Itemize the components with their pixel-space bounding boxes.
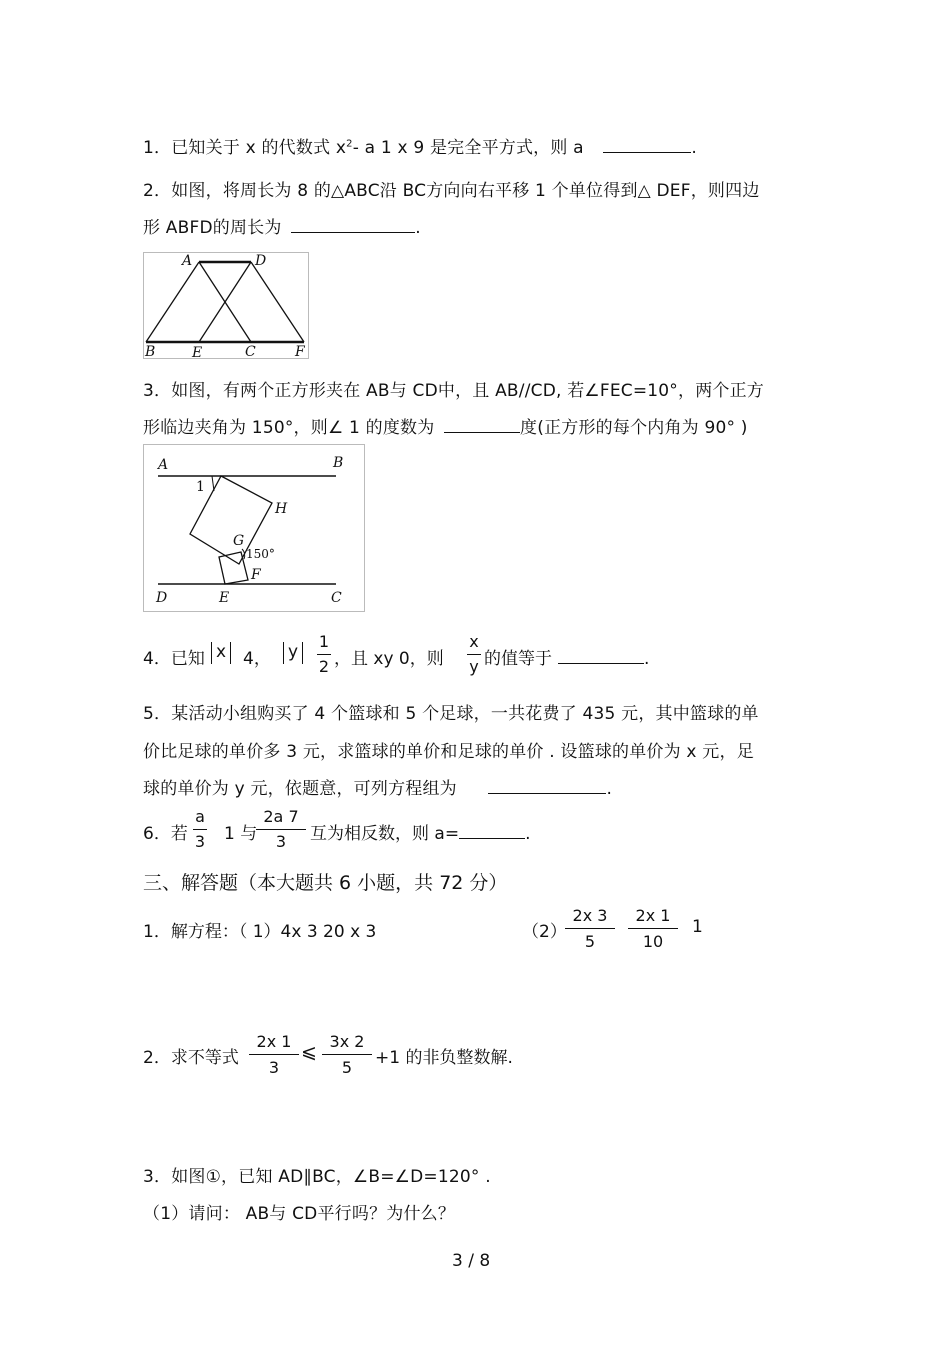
label-d: D bbox=[156, 590, 168, 606]
q3-line1: 如图，有两个正方形夹在 AB与 CD中，且 AB//CD, 若∠FEC=10°，两个正方 bbox=[171, 381, 765, 401]
p3-line1: 如图①，已知 AD∥BC，∠B=∠D=120° . bbox=[171, 1167, 491, 1187]
question-2-line2 bbox=[143, 213, 421, 238]
answer-blank bbox=[291, 231, 415, 233]
segment-df bbox=[251, 262, 304, 342]
frac-3x2-5-num: 3x 2 bbox=[329, 1032, 365, 1051]
q5-line2: 价比足球的单价多 3 元，求篮球的单价和足球的单价 . 设篮球的单价为 x 元，足 bbox=[143, 742, 754, 762]
abs-y-value: y bbox=[288, 642, 299, 662]
p1-rhs: 1 bbox=[692, 917, 703, 937]
section-heading: 三、解答题（本大题共 6 小题，共 72 分） bbox=[143, 872, 508, 894]
q4-text-c bbox=[484, 644, 649, 669]
problem-1 bbox=[143, 917, 376, 942]
frac-half-num: 1 bbox=[318, 632, 330, 651]
frac-2a7-bar bbox=[256, 829, 306, 830]
q6-text-a: 若 bbox=[170, 824, 188, 844]
p3-number: 3． bbox=[143, 1167, 172, 1187]
small-square bbox=[219, 552, 248, 584]
q1-exponent: 2 bbox=[346, 138, 353, 150]
question-5 bbox=[143, 699, 759, 724]
q2-period: . bbox=[415, 218, 421, 238]
label-c: C bbox=[331, 590, 342, 606]
p1-number: 1． bbox=[143, 922, 171, 942]
answer-blank bbox=[603, 151, 691, 153]
answer-blank bbox=[558, 662, 644, 664]
frac-2x1-bar bbox=[628, 928, 678, 929]
answer-blank bbox=[459, 837, 525, 839]
q1-text-b: - a 1 x 9 是完全平方式，则 a bbox=[352, 138, 584, 158]
abs-x bbox=[211, 642, 231, 664]
problem-3-part-1: （1）请问： AB与 CD平行吗？为什么？ bbox=[143, 1204, 456, 1224]
frac-3x2-5-den: 5 bbox=[341, 1058, 353, 1077]
q1-number: 1． bbox=[143, 138, 172, 158]
label-h: H bbox=[275, 501, 288, 517]
q4-number: 4． bbox=[143, 649, 171, 669]
question-1 bbox=[143, 133, 697, 158]
frac-2x1-3-bar bbox=[249, 1054, 299, 1055]
angle-1-mark bbox=[212, 476, 214, 491]
abs-x-value: x bbox=[216, 642, 227, 662]
frac-2x1-3-den: 3 bbox=[268, 1058, 280, 1077]
p2-text-a: 求不等式 bbox=[170, 1048, 239, 1068]
question-2 bbox=[143, 176, 760, 201]
q6-text-c-label: 互为相反数，则 a= bbox=[310, 824, 460, 844]
frac-xy-den: y bbox=[469, 657, 479, 676]
frac-3x2-5-bar bbox=[322, 1054, 372, 1055]
label-e: E bbox=[219, 590, 230, 606]
q5-line3: 球的单价为 y 元，依题意，可列方程组为 bbox=[143, 779, 457, 799]
question-3 bbox=[143, 376, 764, 401]
q3-line2b: 度(正方形的每个内角为 90° ) bbox=[520, 418, 748, 438]
frac-half-bar bbox=[317, 654, 331, 655]
frac-xy-bar bbox=[467, 654, 481, 655]
figure-two-squares bbox=[143, 444, 365, 612]
frac-2x3-den: 5 bbox=[584, 932, 596, 951]
problem-3 bbox=[143, 1162, 491, 1187]
q1-period: . bbox=[691, 138, 698, 158]
frac-2x1-3-num: 2x 1 bbox=[256, 1032, 292, 1051]
page-number: 3 / 8 bbox=[452, 1251, 491, 1271]
q3-number: 3． bbox=[143, 381, 172, 401]
frac-2x3-num: 2x 3 bbox=[572, 906, 608, 925]
label-a: A bbox=[158, 457, 169, 473]
label-f: F bbox=[251, 567, 261, 583]
frac-xy-num: x bbox=[469, 632, 479, 651]
frac-2x1-num: 2x 1 bbox=[635, 906, 671, 925]
q1-text-a: 已知关于 x 的代数式 x bbox=[171, 138, 347, 158]
q6-text-c bbox=[310, 819, 530, 844]
question-5-line3 bbox=[143, 774, 612, 799]
p2-text-b: +1 的非负整数解. bbox=[375, 1048, 513, 1068]
q4-text-b: ，且 xy 0，则 bbox=[334, 649, 444, 669]
label-150-degrees: 150° bbox=[246, 547, 275, 561]
label-e: E bbox=[192, 345, 203, 358]
p2-number: 2． bbox=[143, 1048, 171, 1068]
question-4 bbox=[143, 644, 205, 669]
q6-number: 6． bbox=[143, 824, 171, 844]
abs-y bbox=[283, 642, 303, 664]
problem-2 bbox=[143, 1043, 239, 1068]
q5-number: 5． bbox=[143, 704, 172, 724]
frac-2x1-den: 10 bbox=[642, 932, 664, 951]
q2-number: 2． bbox=[143, 181, 172, 201]
frac-a3-den: 3 bbox=[194, 832, 206, 851]
label-g: G bbox=[233, 533, 245, 549]
q4-text-c-label: 的值等于 bbox=[484, 649, 552, 669]
frac-a3-num: a bbox=[195, 807, 205, 826]
label-c: C bbox=[245, 344, 256, 358]
label-d: D bbox=[255, 253, 267, 269]
q5-period: . bbox=[606, 779, 613, 799]
q4-period: . bbox=[644, 649, 650, 669]
question-5-line2 bbox=[143, 737, 754, 762]
answer-blank bbox=[444, 431, 520, 433]
q4-text-a: 已知 bbox=[170, 649, 205, 669]
frac-a3-bar bbox=[193, 829, 207, 830]
q2-line1: 如图，将周长为 8 的△ABC沿 BC方向向右平移 1 个单位得到△ DEF，则四边 bbox=[171, 181, 760, 201]
p1-part-2-label: （2） bbox=[522, 922, 567, 942]
frac-2a7-num: 2a 7 bbox=[263, 807, 299, 826]
label-a: A bbox=[182, 253, 193, 269]
q3-line2a: 形临边夹角为 150°，则∠ 1 的度数为 bbox=[143, 418, 435, 438]
label-f: F bbox=[295, 344, 305, 358]
figure-translated-triangles bbox=[143, 252, 309, 359]
q5-line1: 某活动小组购买了 4 个篮球和 5 个足球，一共花费了 435 元，其中篮球的单 bbox=[171, 704, 759, 724]
question-3-line2 bbox=[143, 413, 748, 438]
label-angle-1: 1 bbox=[196, 479, 205, 495]
q4-value-4: 4， bbox=[243, 649, 271, 669]
frac-half-den: 2 bbox=[318, 657, 330, 676]
leq-symbol: ⩽ bbox=[301, 1041, 317, 1063]
frac-2a7-den: 3 bbox=[275, 832, 287, 851]
q6-period: . bbox=[525, 824, 531, 844]
answer-blank bbox=[488, 792, 606, 794]
label-b: B bbox=[333, 455, 344, 471]
p1-equation-1: 解方程：（ 1）4x 3 20 x 3 bbox=[170, 922, 377, 942]
frac-2x3-bar bbox=[565, 928, 615, 929]
label-b: B bbox=[145, 344, 156, 358]
q6-text-b: 1 与 bbox=[224, 824, 258, 844]
question-6 bbox=[143, 819, 188, 844]
q2-line2: 形 ABFD的周长为 bbox=[143, 218, 282, 238]
segment-ab bbox=[146, 262, 199, 342]
